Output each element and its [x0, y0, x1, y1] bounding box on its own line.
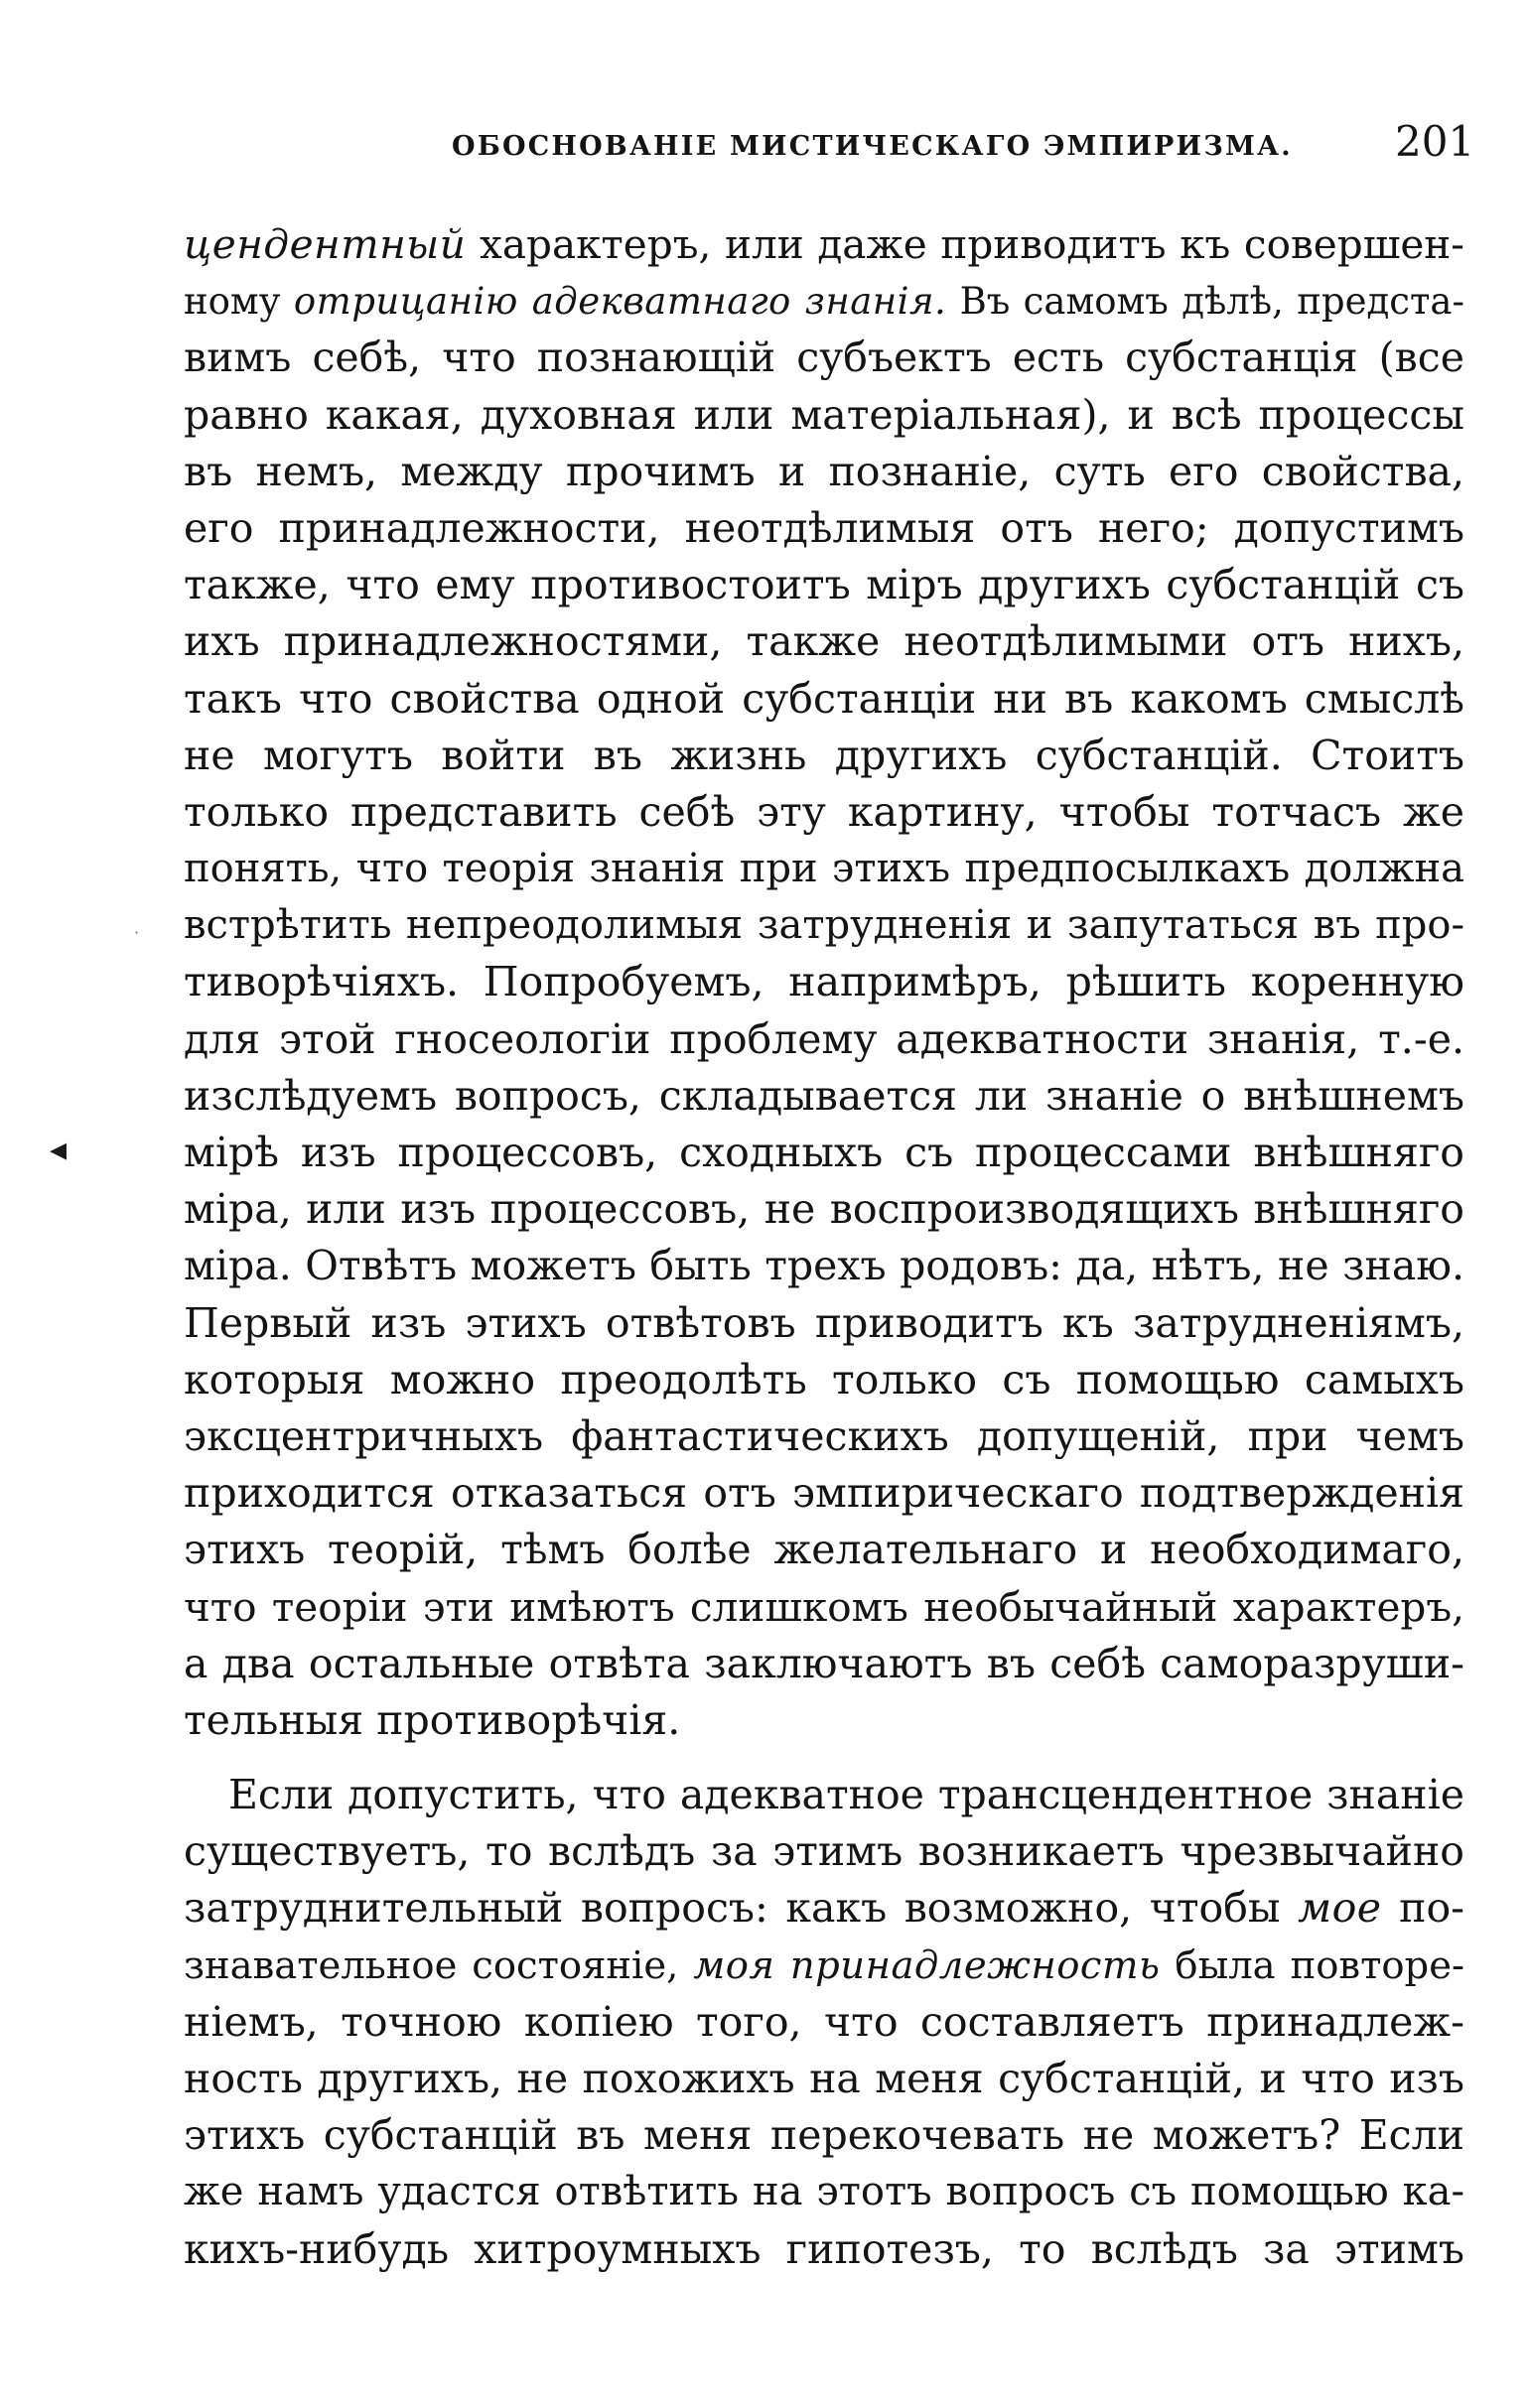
text-line: понять, что теорія знанія при этихъ предпосылкахъ должна — [184, 846, 1464, 892]
text-line: равно какая, духовная или матеріальная), и всѣ процессы — [184, 390, 1464, 439]
italic-fragment: мое — [1298, 1884, 1382, 1933]
text-line: этихъ теорій, тѣмъ болѣе желательнаго и необходимаго, — [184, 1526, 1464, 1574]
paragraph-2 — [184, 1767, 1464, 2278]
text-line: цендентный характеръ, или даже приводитъ къ совершен- — [184, 220, 1464, 268]
text-line: мірѣ изъ процессовъ, сходныхъ съ процессами внѣшняго — [184, 1129, 1464, 1176]
paragraph-gap — [184, 1749, 1464, 1767]
page-header — [0, 107, 1529, 167]
text-line: вимъ себѣ, что познающій субъектъ есть субстанція (все — [184, 334, 1464, 382]
text-line: тиворѣчіяхъ. Попробуемъ, напримѣръ, рѣшить коренную — [184, 958, 1464, 1006]
text-line: такъ что свойства одной субстанціи ни въ какомъ смыслѣ — [184, 674, 1464, 723]
text-line: только представить себѣ эту картину, чтобы тотчасъ же — [184, 787, 1464, 836]
text-line: что теоріи эти имѣютъ слишкомъ необычайный характеръ, — [184, 1582, 1464, 1631]
text-line: приходится отказаться отъ эмпирическаго подтвержденія — [184, 1469, 1464, 1518]
text-line: ихъ принадлежностями, также неотдѣлимыми отъ нихъ, — [184, 617, 1464, 666]
paragraph-1 — [184, 216, 1464, 1749]
italic-fragment: моя принадлежность — [693, 1942, 1161, 1988]
margin-arrow-mark: ◂ — [50, 1130, 68, 1169]
text-line: его принадлежности, неотдѣлимыя отъ него; допустимъ — [184, 503, 1464, 552]
text-line: для этой гносеологіи проблему адекватности знанія, т.-е. — [184, 1014, 1464, 1063]
text-line: существуетъ, то вслѣдъ за этимъ возникаетъ чрезвычайно — [184, 1827, 1464, 1876]
text-line: не могутъ войти въ жизнь другихъ субстанцій. Стоитъ — [184, 731, 1464, 779]
text-line: Если допустить, что адекватное трансцендентное знаніе — [228, 1771, 1464, 1819]
text-line: въ немъ, между прочимъ и познаніе, суть его свойства, — [184, 447, 1464, 495]
text-line: знавательное состояніе, моя принадлежность была повторе- — [184, 1942, 1464, 1988]
margin-speck: · — [134, 923, 140, 942]
running-title: ОБОСНОВАНІЕ МИСТИЧЕСКАГО ЭМПИРИЗМА. — [452, 131, 1293, 162]
text-line: ному отрицанію адекватнаго знанія. Въ самомъ дѣлѣ, предста- — [184, 280, 1464, 324]
text-line: также, что ему противостоитъ міръ другихъ субстанцій съ — [184, 561, 1464, 609]
text-line: ность другихъ, не похожихъ на меня субстанцій, и что изъ — [184, 2055, 1464, 2102]
text-line: которыя можно преодолѣть только съ помощью самыхъ — [184, 1355, 1464, 1404]
text-line: міра, или изъ процессовъ, не воспроизводящихъ внѣшняго — [184, 1185, 1464, 1234]
text-line: ніемъ, точною копіею того, что составляетъ принадлеж- — [184, 1997, 1464, 2046]
text-line: эксцентричныхъ фантастическихъ допущеній, при чемъ — [184, 1411, 1464, 1460]
page-number: 201 — [1395, 117, 1475, 166]
text-line: изслѣдуемъ вопросъ, складывается ли знаніе о внѣшнемъ — [184, 1071, 1464, 1120]
text-line: а два остальные отвѣта заключаютъ въ себѣ саморазруши- — [184, 1639, 1464, 1687]
italic-fragment: отрицанію адекватнаго знанія. — [293, 280, 947, 324]
text-line: встрѣтить непреодолимыя затрудненія и запутаться въ про- — [184, 902, 1464, 949]
text-line: Первый изъ этихъ отвѣтовъ приводитъ къ затрудненіямъ, — [184, 1298, 1464, 1347]
body-text — [184, 216, 1464, 2278]
text-line: міра. Отвѣтъ можетъ быть трехъ родовъ: да, нѣтъ, не знаю. — [184, 1242, 1464, 1290]
text-line: тельныя противорѣчія. — [184, 1695, 681, 1744]
text-line: кихъ-нибудь хитроумныхъ гипотезъ, то вслѣдъ за этимъ — [184, 2224, 1464, 2273]
text-line: же намъ удастся отвѣтить на этотъ вопросъ съ помощью ка- — [184, 2169, 1464, 2215]
text-line: этихъ субстанцій въ меня перекочевать не можетъ? Если — [184, 2111, 1464, 2160]
text-line: затруднительный вопросъ: какъ возможно, чтобы мое по- — [184, 1884, 1464, 1933]
italic-fragment: цендентный — [184, 220, 467, 268]
